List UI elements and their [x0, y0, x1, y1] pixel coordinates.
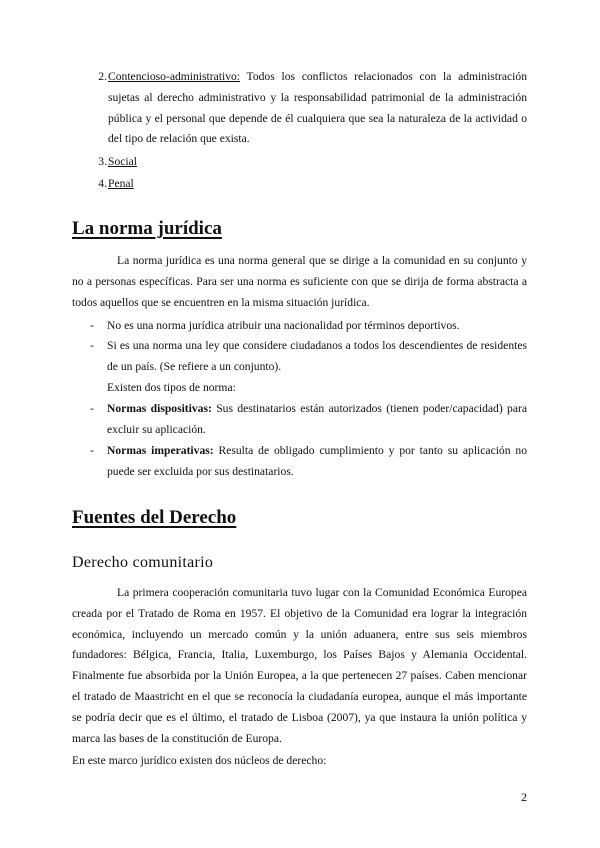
bullet-item [72, 399, 527, 441]
list-item-title: Social [108, 155, 137, 168]
list-item-title: Penal [108, 177, 134, 190]
bullet-dash: - [90, 444, 94, 457]
bullet-text: No es una norma jurídica atribuir una nacionalidad por términos deportivos. [107, 319, 460, 332]
norm-type-name: Normas imperativas: [107, 444, 214, 457]
page-number: 2 [521, 790, 527, 804]
bullet-item [72, 441, 527, 483]
list-item-text: Todos los conflictos relacionados con la administración sujetas al derecho administrativo y la responsabilidad patrimonial de la administración pública y el personal que depende de él cualquiera que sea la naturaleza de la actividad o del tipo de relación que exista. [108, 70, 527, 146]
section-heading-norma: La norma jurídica [72, 218, 222, 239]
list-item [72, 152, 527, 173]
norm-type-name: Normas dispositivas: [107, 402, 212, 415]
bullet-item [72, 316, 527, 337]
section-heading-fuentes: Fuentes del Derecho [72, 507, 237, 528]
bullet-dash: - [90, 319, 94, 332]
list-item-title: Contencioso-administrativo: [108, 70, 241, 83]
paragraph [107, 378, 527, 399]
closing-text: En este marco jurídico existen dos núcleos de derecho: [72, 754, 327, 767]
bullet-item [72, 336, 527, 378]
types-intro: Existen dos tipos de norma: [107, 381, 236, 394]
paragraph [72, 583, 527, 749]
norm-type-desc: Resulta de obligado cumplimiento y por tanto su aplicación no puede ser excluida por sus destinatarios. [107, 444, 527, 478]
paragraph-text: La primera cooperación comunitaria tuvo lugar con la Comunidad Económica Europea creada por el Tratado de Roma en 1957. El objetivo de la Comunidad era lograr la integración económica, incluyendo un mercado común y la unión aduanera, entre sus seis miembros fundadores: Bélgica, Francia, Italia, Luxemburgo, los Países Bajos y Alemania Occidental. Finalmente fue absorbida por la Unión Europea, a la que pertenecen 27 países. Caben mencionar el tratado de Maastricht en el que se reconocía la ciudadanía europea, aunque el más importante se podría decir que es el último, el tratado de Lisboa (2007), ya que instaura la unión política y marca las bases de la constitución de Europa. [72, 586, 527, 745]
list-number: 4. [98, 177, 107, 190]
list-item [72, 67, 527, 150]
norm-type-desc: Sus destinatarios están autorizados (tienen poder/capacidad) para excluir su aplicación. [107, 402, 527, 436]
bullet-dash: - [90, 339, 94, 352]
bullet-text: Si es una norma una ley que considere ciudadanos a todos los descendientes de residentes de un país. (Se refiere a un conjunto). [107, 339, 527, 373]
paragraph [72, 251, 527, 313]
subheading: Derecho comunitario [72, 554, 214, 571]
paragraph-text: La norma jurídica es una norma general que se dirige a la comunidad en su conjunto y no a personas específicas. Para ser una norma es suficiente con que se dirija de forma abstracta a todos aquellos que se encuentren en la misma situación jurídica. [72, 254, 527, 309]
bullet-dash: - [90, 402, 94, 415]
list-number: 2. [98, 70, 107, 83]
list-number: 3. [98, 155, 107, 168]
paragraph [72, 751, 527, 772]
list-item [72, 174, 527, 195]
